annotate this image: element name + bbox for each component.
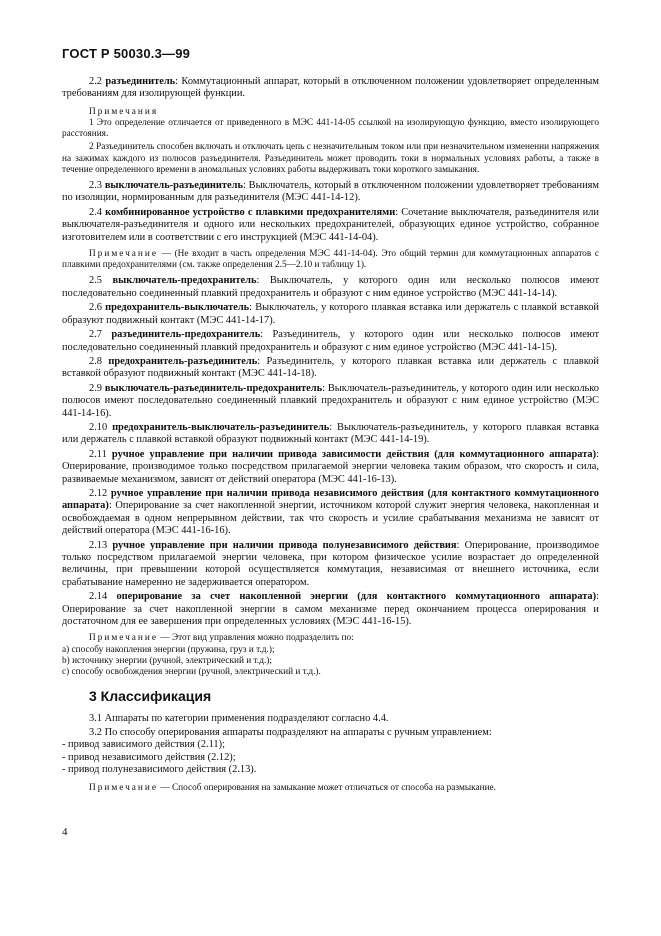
list-item: - привод зависимого действия (2.11); <box>62 739 225 751</box>
note-3-2: Примечание — Способ оперирования на замыкание может отличаться от способа на размыкание. <box>89 782 497 793</box>
definition-2-8: 2.8 предохранитель-разъединитель: Разъединитель, у которого плавкая вставка или держатель с плавкой вставкой образуют подвижный контакт (МЭС 441-14-18). <box>62 355 599 380</box>
definition-2-5: 2.5 выключатель-предохранитель: Выключатель, у которого один или несколько полюсов имеют последовательно соединенный плавкий предохранитель и образуют с ним единое устройство (МЭС 441-14-14). <box>62 275 599 299</box>
note-1: 1 Это определение отличается от приведенного в МЭС 441-14-05 ссылкой на изолирующую функцию, вместо изолирующего расстояния. <box>62 118 599 140</box>
section-heading-classification: 3 Классификация <box>89 688 212 705</box>
definition-2-12: 2.12 ручное управление при наличии привода независимого действия (для контактного коммутационного аппарата): Оперирование за счет накопленной энергии, источником которой служит энергия человека, накопленная и освобождаемая в одном непрерывном действии, так что скорость и усилие срабатывания механизма не зависят от действий оператора (МЭС 441-16-16). <box>62 487 599 537</box>
definition-2-9: 2.9 выключатель-разъединитель-предохранитель: Выключатель-разъединитель, у которого один или несколько полюсов имеют последовательно соединенный плавкий предохранитель и образуют с ним единое устройство (МЭС 441-14-16). <box>62 382 599 419</box>
note-2: 2 Разъединитель способен включать и отключать цепь с незначительным током или при незначительном изменении напряжения на зажимах каждого из полюсов разъединителя. Разъединитель может проводить токи в нормальных условиях работы, а также в течение определенного времени в аномальных условиях работы выдерживать токи короткого замыкания. <box>62 142 599 175</box>
definition-2-13: 2.13 ручное управление при наличии привода полунезависимого действия: Оперирование, производимое только посредством прилагаемой энергии человека, при котором физическое усилие возрастает до определенной величины, при превышении которой осуществляется коммутация, независимая от внешнего источника, если срабатывание намеренно не задерживается оператором. <box>62 539 599 588</box>
document-header: ГОСТ Р 50030.3—99 <box>62 46 191 61</box>
notes-title: Примечания <box>89 106 159 117</box>
note-2-14-list <box>62 645 599 679</box>
document-body <box>62 76 599 796</box>
definition-2-4: 2.4 комбинированное устройство с плавкими предохранителями: Сочетание выключателя, разъединителя или выключателя-разъединителя и одного или нескольких предохранителей, образующих единое устройство, собранное изготовителем или в соответствии с его инструкцией (МЭС 441-14-04). <box>62 206 599 243</box>
clause-3-1: 3.1 Аппараты по категории применения подразделяют согласно 4.4. <box>89 712 389 724</box>
list-item: а) способу накопления энергии (пружина, груз и т.д.); <box>62 644 275 655</box>
definition-2-11: 2.11 ручное управление при наличии привода зависимости действия (для коммутационного аппарата): Оперирование, производимое только посредством прилагаемой энергии человека таким образом, что скорость и сила, развиваемые механизмом, зависят от действий оператора (МЭС 441-16-13). <box>62 448 599 485</box>
clause-3-2-list <box>62 739 599 776</box>
list-item: - привод независимого действия (2.12); <box>62 751 236 763</box>
definition-2-3: 2.3 выключатель-разъединитель: Выключатель, который в отключенном положении удовлетворяет требованиям по изоляции, нормированным для разъединителя (МЭС 441-14-12). <box>62 180 599 204</box>
definition-2-7: 2.7 разъединитель-предохранитель: Разъединитель, у которого один или несколько полюсов имеют последовательно соединенный плавкий предохранитель и образуют с ним единое устройство (МЭС 441-14-15). <box>62 329 599 353</box>
list-item: - привод полунезависимого действия (2.13). <box>62 764 257 776</box>
list-item: b) источнику энергии (ручной, электрический и т.д.); <box>62 655 272 666</box>
note-2-14: Примечание — Этот вид управления можно подразделить по: <box>89 633 354 644</box>
definition-2-10: 2.10 предохранитель-выключатель-разъединитель: Выключатель-разъединитель, у которого плавкая вставка или держатель с плавкой вставкой образуют подвижный контакт (МЭС 441-14-19). <box>62 421 599 446</box>
page-number: 4 <box>62 826 68 838</box>
definition-2-6: 2.6 предохранитель-выключатель: Выключатель, у которого плавкая вставка или держатель с плавкой вставкой образуют подвижный контакт (МЭС 441-14-17). <box>62 302 599 326</box>
definition-2-14: 2.14 оперирование за счет накопленной энергии (для контактного коммутационного аппарата): Оперирование за счет накопленной энергии в самом механизме перед окончанием процесса оперирования и достаточном для ее завершения при определенных условиях (МЭС 441-16-15). <box>62 591 599 628</box>
clause-3-2: 3.2 По способу оперирования аппараты подразделяют на аппараты с ручным управлением: <box>89 727 492 739</box>
definition-2-2: 2.2 разъединитель: Коммутационный аппарат, который в отключенном положении удовлетворяет определенным требованиям для изолирующей функции. <box>62 76 599 100</box>
list-item: с) способу освобождения энергии (ручной, электрический и т.д.). <box>62 667 321 678</box>
note-2-4: Примечание — (Не входит в часть определения МЭС 441-14-04). Это общий термин для коммутационных аппаратов с плавкими предохранителями (см. также определения 2.5—2.10 и таблицу 1). <box>62 249 599 271</box>
